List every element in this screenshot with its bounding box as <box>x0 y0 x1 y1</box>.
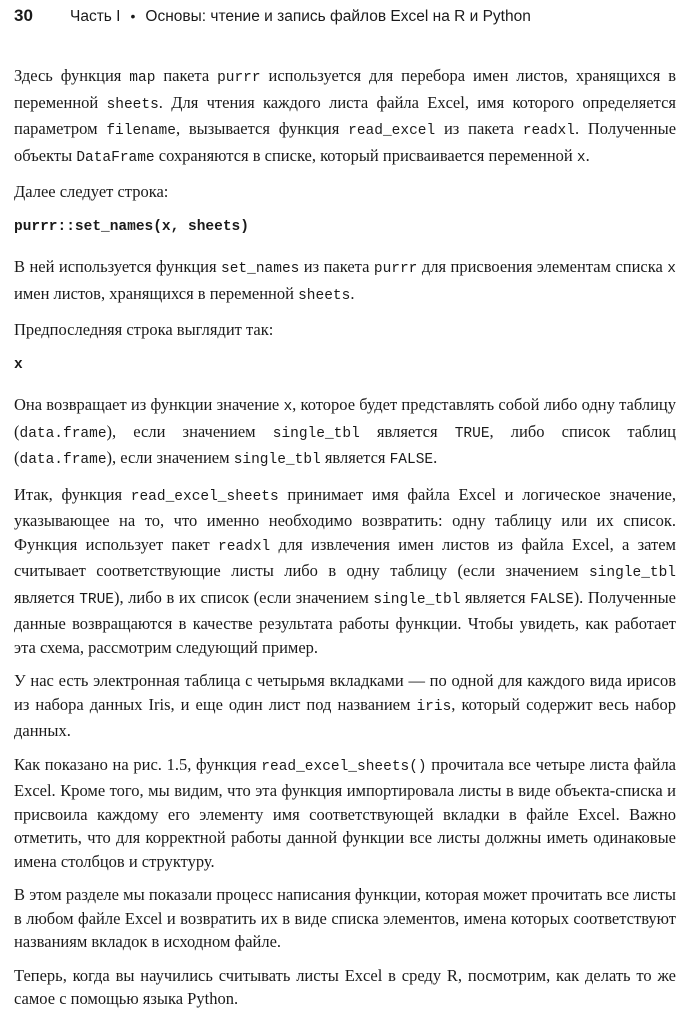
text-run: В ней используется функция <box>14 257 222 276</box>
paragraph <box>14 393 676 473</box>
chapter-title: Основы: чтение и запись файлов Excel на R и Python <box>145 8 531 25</box>
code-line: x <box>14 356 23 373</box>
text-run: ), либо в их список (если значением <box>114 587 374 607</box>
inline-code: purrr <box>373 261 418 277</box>
inline-code: single_tbl <box>373 591 461 608</box>
running-header <box>14 6 531 32</box>
inline-code: readxl <box>218 538 271 555</box>
text-run: ). Полученные данные возвращаются в качестве результата работы функции. Чтобы увидеть, как работает эта схема, рассмотрим следующий пример. <box>14 587 676 657</box>
inline-code: TRUE <box>79 591 115 608</box>
text-run: является <box>320 448 390 467</box>
inline-code: single_tbl <box>233 452 321 468</box>
text-run: Теперь, когда вы научились считывать листы Excel в среду R, посмотрим, как делать то же самое с помощью языка Python. <box>14 965 676 1008</box>
inline-code: data.frame <box>19 425 107 442</box>
paragraph <box>14 255 676 308</box>
text-run: пакета <box>155 66 218 85</box>
text-run: , которое будет представлять собой либо одну таблицу ( <box>14 395 676 441</box>
text-run: , вызывается функция <box>175 119 349 138</box>
text-run: сохраняются в списке, который присваивается переменной <box>154 145 577 165</box>
text-run: ), если значением <box>106 448 234 467</box>
text-run: используется для перебора имен листов, хранящихся в переменной <box>14 66 676 112</box>
text-run: Как показано на рис. 1.5, функция <box>14 754 262 774</box>
page-number: 30 <box>14 6 33 25</box>
text-run: , либо список таблиц ( <box>14 421 676 467</box>
inline-code: readxl <box>522 123 575 139</box>
inline-code: filename <box>106 123 176 139</box>
paragraph <box>14 64 676 170</box>
text-run: является <box>14 587 80 607</box>
text-run: из пакета <box>435 119 523 138</box>
text-run: является <box>460 587 531 607</box>
inline-code: FALSE <box>389 452 434 468</box>
text-run: У нас есть электронная таблица с четырьмя вкладками — по одной для каждого вида ирисов из набора данных Iris, и еще один лист под названием <box>14 671 676 714</box>
inline-code: sheets <box>106 96 159 113</box>
paragraph <box>14 318 676 342</box>
inline-code: data.frame <box>19 452 107 468</box>
text-run: Предпоследняя строка выглядит так: <box>14 320 274 339</box>
paragraph <box>14 883 676 954</box>
text-run: принимает имя файла Excel и логическое значение, указывающее на то, что именно необходимо возвратить: одну таблицу или их список. Функция использует пакет <box>14 484 677 554</box>
text-run: Итак, функция <box>14 484 131 504</box>
inline-code: FALSE <box>530 591 574 608</box>
paragraph <box>14 180 676 204</box>
inline-code: x <box>576 149 586 166</box>
inline-code: sheets <box>298 287 351 304</box>
inline-code: DataFrame <box>76 149 155 166</box>
text-run: . Для чтения каждого листа файла Excel, имя которого определяется параметром <box>14 92 676 138</box>
paragraph <box>14 964 676 1011</box>
inline-code: single_tbl <box>588 565 676 581</box>
text-run: Далее следует строка: <box>14 182 169 201</box>
inline-code: single_tbl <box>272 425 360 442</box>
text-run: . <box>350 283 355 303</box>
text-run: прочитала все четыре листа файла Excel. Кроме того, мы видим, что эта функция импортировала листы в виде объекта-списка и присвоила каждому его элементу имя соответствующей вкладки в файле Excel. Важно отметить, что для корректной работы данной функции все листы должны иметь одинаковые имена столбцов и структуру. <box>14 754 676 871</box>
text-run: является <box>359 421 455 441</box>
code-line: purrr::set_names(x, sheets) <box>14 218 249 235</box>
text-run: В этом разделе мы показали процесс написания функции, которая может прочитать все листы в любом файле Excel и возвратить их в виде списка элементов, имена которых соответствуют названиям вкладок в исходном файле. <box>14 885 676 951</box>
text-run: Здесь функция <box>14 66 130 85</box>
text-run: , который содержит весь набор данных. <box>14 694 676 740</box>
page-body <box>14 64 676 1021</box>
header-separator: • <box>130 8 136 24</box>
inline-code: x <box>667 261 676 277</box>
inline-code: map <box>129 70 156 86</box>
inline-code: read_excel_sheets <box>130 488 279 505</box>
text-run: . <box>433 448 438 467</box>
inline-code: read_excel_sheets() <box>261 758 427 775</box>
text-run: из пакета <box>299 257 374 276</box>
inline-code: x <box>283 399 293 415</box>
text-run: для извлечения имен листов из файла Excel, а затем считывает соответствующие листы либо в одну таблицу (если значением <box>14 534 676 580</box>
text-run: ), если значением <box>106 421 273 441</box>
text-run: . Полученные объекты <box>14 119 677 165</box>
paragraph <box>14 669 676 743</box>
text-run: Она возвращает из функции значение <box>14 395 284 414</box>
inline-code: purrr <box>217 70 261 86</box>
part-label: Часть I <box>70 8 121 25</box>
inline-code: TRUE <box>454 425 490 442</box>
inline-code: iris <box>416 698 452 715</box>
text-run: для присвоения элементам списка <box>417 257 668 276</box>
inline-code: read_excel <box>348 123 436 139</box>
text-run: . <box>585 145 590 165</box>
paragraph <box>14 483 676 660</box>
text-run: имен листов, хранящихся в переменной <box>14 283 299 303</box>
paragraph <box>14 753 676 874</box>
inline-code: set_names <box>221 261 300 277</box>
